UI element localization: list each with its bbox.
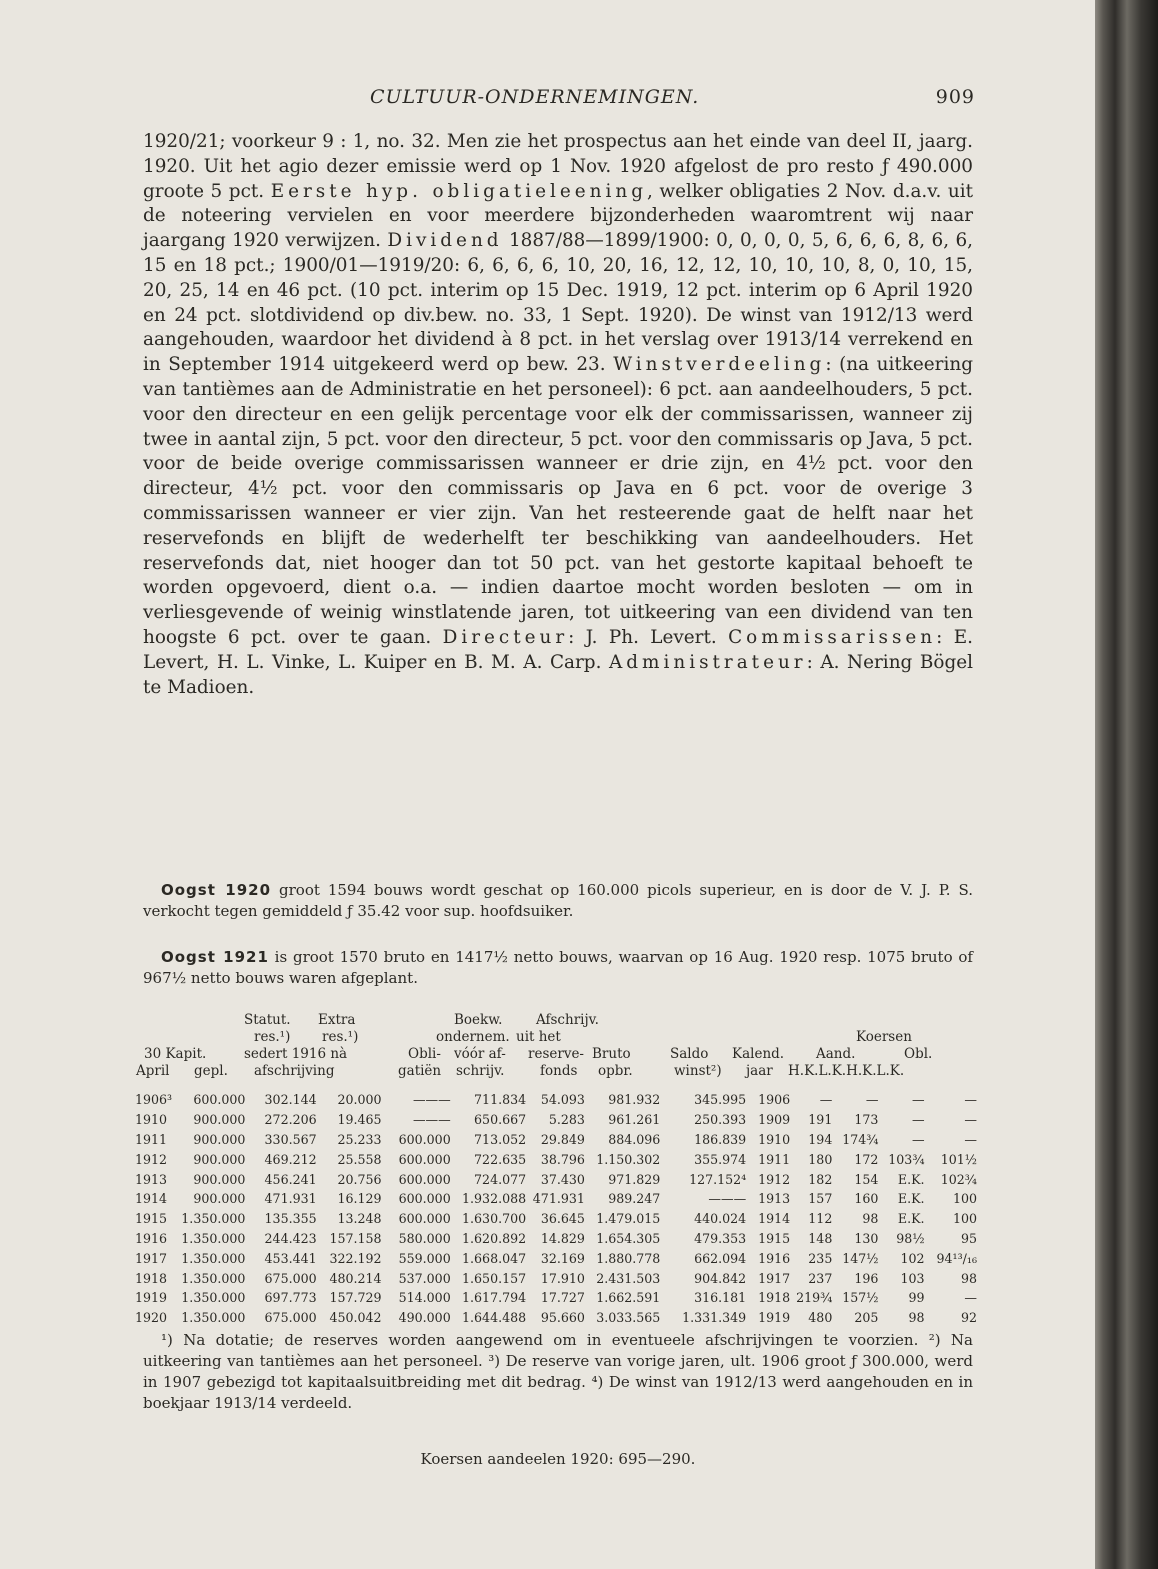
table-cell: 20.756 bbox=[337, 1171, 382, 1187]
table-cell: 127.152⁴ bbox=[689, 1171, 747, 1187]
table-cell: 1.654.305 bbox=[596, 1230, 661, 1246]
header-30kapit: 30 Kapit. bbox=[144, 1046, 207, 1062]
table-row bbox=[133, 1090, 979, 1110]
table-cell: 322.192 bbox=[329, 1250, 382, 1266]
table-cell: 13.248 bbox=[337, 1211, 382, 1227]
table-cell: 1917 bbox=[135, 1250, 168, 1266]
table-cell: 1906³ bbox=[135, 1092, 173, 1108]
table-cell: 101½ bbox=[940, 1151, 977, 1167]
table-cell: 1.350.000 bbox=[181, 1290, 246, 1306]
header-fonds: fonds bbox=[540, 1063, 578, 1079]
table-cell: 662.094 bbox=[694, 1250, 747, 1266]
table-cell: 36.645 bbox=[540, 1211, 585, 1227]
keyword-commissarissen: Commissarissen bbox=[728, 626, 937, 648]
table-cell: 900.000 bbox=[193, 1191, 246, 1207]
running-header bbox=[140, 86, 975, 114]
table-row bbox=[133, 1288, 979, 1308]
table-cell: 98½ bbox=[896, 1230, 925, 1246]
table-cell: 697.773 bbox=[264, 1290, 317, 1306]
page-number: 909 bbox=[935, 86, 975, 108]
table-cell: 1911 bbox=[135, 1131, 168, 1147]
table-row bbox=[133, 1130, 979, 1150]
table-cell: 19.465 bbox=[337, 1112, 382, 1128]
financial-table bbox=[133, 1090, 979, 1328]
oogst-1921-note bbox=[143, 947, 973, 989]
table-cell: 173 bbox=[854, 1112, 879, 1128]
table-cell: 94¹³/₁₆ bbox=[936, 1250, 977, 1266]
table-cell: 900.000 bbox=[193, 1171, 246, 1187]
table-cell: 130 bbox=[854, 1230, 879, 1246]
table-cell: 98 bbox=[862, 1211, 879, 1227]
table-cell: 1906 bbox=[758, 1092, 791, 1108]
table-cell: 1913 bbox=[758, 1191, 791, 1207]
header-res2: res.¹) bbox=[322, 1029, 359, 1045]
table-cell: ——— bbox=[708, 1191, 747, 1207]
table-cell: 490.000 bbox=[398, 1310, 451, 1326]
table-row bbox=[133, 1209, 979, 1229]
table-cell: 99 bbox=[908, 1290, 925, 1306]
table-cell: 205 bbox=[854, 1310, 879, 1326]
header-uithet: uit het bbox=[516, 1029, 561, 1045]
table-cell: E.K. bbox=[897, 1191, 925, 1207]
table-cell: 713.052 bbox=[474, 1131, 527, 1147]
table-cell: 20.000 bbox=[337, 1092, 382, 1108]
table-cell: 25.558 bbox=[337, 1151, 382, 1167]
table-cell: 98 bbox=[960, 1270, 977, 1286]
table-cell: 16.129 bbox=[337, 1191, 382, 1207]
header-opbr: opbr. bbox=[598, 1063, 633, 1079]
header-jaar: jaar bbox=[746, 1063, 773, 1079]
keyword-dividend: Dividend bbox=[387, 230, 503, 252]
table-cell: 1918 bbox=[135, 1270, 168, 1286]
table-cell: 345.995 bbox=[694, 1092, 747, 1108]
table-cell: 157.158 bbox=[329, 1230, 382, 1246]
table-cell: 884.096 bbox=[608, 1131, 661, 1147]
table-row bbox=[133, 1169, 979, 1189]
table-cell: 1.150.302 bbox=[596, 1151, 661, 1167]
table-cell: 580.000 bbox=[398, 1230, 451, 1246]
text-run: : (na uitkeering van tantièmes aan de Administratie en het personeel): 6 pct. aan aandeelhouders, 5 pct. voor den directeur en een gelijk percentage voor elk der commissarissen, wanneer zij twee in aantal zijn, 5 pct. voor den directeur, 5 pct. voor den commissaris op Java, 5 pct. voor de beide overige commissarissen wanneer er drie zijn, en 4½ pct. voor den directeur, 4½ pct. voor den commissaris op Java en 6 pct. voor de overige 3 commissarissen wanneer er vier zijn. Van het resteerende gaat de helft naar het reservefonds en blijft de wederhelft ter beschikking van aandeelhouders. Het reservefonds dat, niet hooger dan tot 50 pct. van het gestorte kapitaal behoeft te worden opgevoerd, dient o.a. — indien daartoe mocht worden besloten — om in verliesgevende of weinig winstlatende jaren, tot uitkeering van een dividend van ten hoogste 6 pct. over te gaan. bbox=[143, 354, 973, 648]
header-winst: winst²) bbox=[674, 1063, 722, 1079]
table-cell: 196 bbox=[854, 1270, 879, 1286]
table-cell: 100 bbox=[952, 1191, 977, 1207]
table-cell: 675.000 bbox=[264, 1270, 317, 1286]
header-schrijv: schrijv. bbox=[456, 1063, 505, 1079]
table-cell: 1.630.700 bbox=[462, 1211, 527, 1227]
koersen-footer: Koersen aandeelen 1920: 695—290. bbox=[420, 1450, 696, 1468]
table-cell: 1.350.000 bbox=[181, 1250, 246, 1266]
table-cell: 235 bbox=[808, 1250, 833, 1266]
header-bruto: Bruto bbox=[592, 1046, 631, 1062]
header-kalend: Kalend. bbox=[732, 1046, 785, 1062]
table-cell: 95 bbox=[960, 1230, 977, 1246]
header-april: April bbox=[136, 1063, 170, 1079]
table-cell: 900.000 bbox=[193, 1112, 246, 1128]
header-res1: res.¹) bbox=[254, 1029, 291, 1045]
table-cell: 1916 bbox=[758, 1250, 791, 1266]
table-cell: 302.144 bbox=[264, 1092, 317, 1108]
table-cell: ——— bbox=[412, 1112, 451, 1128]
table-cell: 1.350.000 bbox=[181, 1230, 246, 1246]
table-cell: 600.000 bbox=[398, 1151, 451, 1167]
table-cell: 102 bbox=[900, 1250, 925, 1266]
table-cell: 160 bbox=[854, 1191, 879, 1207]
table-cell: 135.355 bbox=[264, 1211, 317, 1227]
description-paragraph bbox=[143, 130, 973, 700]
table-cell: 157½ bbox=[842, 1290, 879, 1306]
header-reserve: reserve- bbox=[528, 1046, 584, 1062]
table-cell: 17.910 bbox=[540, 1270, 585, 1286]
table-cell: 17.727 bbox=[540, 1290, 585, 1306]
header-sedert: sedert 1916 nà bbox=[244, 1046, 348, 1062]
table-cell: 1917 bbox=[758, 1270, 791, 1286]
table-cell: 29.849 bbox=[540, 1131, 585, 1147]
table-row bbox=[133, 1110, 979, 1130]
table-cell: 711.834 bbox=[474, 1092, 527, 1108]
table-cell: 1.662.591 bbox=[596, 1290, 661, 1306]
table-cell: — bbox=[865, 1092, 879, 1108]
table-cell: 102¾ bbox=[940, 1171, 977, 1187]
table-cell: 1915 bbox=[758, 1230, 791, 1246]
table-cell: 559.000 bbox=[398, 1250, 451, 1266]
table-cell: 961.261 bbox=[608, 1112, 661, 1128]
table-cell: 1.650.157 bbox=[462, 1270, 527, 1286]
header-hkl: H.K.L.K.H.K.L.K. bbox=[788, 1063, 905, 1079]
table-cell: 1916 bbox=[135, 1230, 168, 1246]
table-cell: 95.660 bbox=[540, 1310, 585, 1326]
table-cell: 1.617.794 bbox=[462, 1290, 527, 1306]
table-cell: 244.423 bbox=[264, 1230, 317, 1246]
table-cell: 537.000 bbox=[398, 1270, 451, 1286]
table-cell: 1.350.000 bbox=[181, 1270, 246, 1286]
oogst-1921-text: is groot 1570 bruto en 1417½ netto bouws, waarvan op 16 Aug. 1920 resp. 1075 bruto of 967½ netto bouws waren afgeplant. bbox=[143, 948, 973, 987]
table-cell: 112 bbox=[808, 1211, 833, 1227]
table-cell: — bbox=[819, 1092, 833, 1108]
table-cell: 1.668.047 bbox=[462, 1250, 527, 1266]
table-cell: 724.077 bbox=[474, 1171, 527, 1187]
keyword-winstverdeeling: Winstverdeeling bbox=[613, 354, 826, 376]
header-voor: vóór af- bbox=[454, 1046, 506, 1062]
table-cell: 1.644.488 bbox=[462, 1310, 527, 1326]
table-cell: 650.667 bbox=[474, 1112, 527, 1128]
table-cell: 479.353 bbox=[694, 1230, 747, 1246]
table-cell: 469.212 bbox=[264, 1151, 317, 1167]
table-cell: 1918 bbox=[758, 1290, 791, 1306]
table-cell: 989.247 bbox=[608, 1191, 661, 1207]
table-cell: E.K. bbox=[897, 1211, 925, 1227]
table-header bbox=[136, 1012, 976, 1094]
table-cell: — bbox=[964, 1092, 977, 1108]
table-row bbox=[133, 1268, 979, 1288]
table-cell: — bbox=[964, 1131, 977, 1147]
table-cell: 1.880.778 bbox=[596, 1250, 661, 1266]
table-cell: 1912 bbox=[135, 1151, 168, 1167]
table-cell: 1.479.015 bbox=[596, 1211, 661, 1227]
table-cell: 147½ bbox=[842, 1250, 879, 1266]
table-cell: 194 bbox=[808, 1131, 833, 1147]
header-gepl: gepl. bbox=[194, 1063, 228, 1079]
table-cell: ——— bbox=[412, 1092, 451, 1108]
table-cell: 180 bbox=[808, 1151, 833, 1167]
oogst-1920-note bbox=[143, 880, 973, 922]
table-cell: 456.241 bbox=[264, 1171, 317, 1187]
table-cell: 471.931 bbox=[264, 1191, 317, 1207]
table-cell: 1913 bbox=[135, 1171, 168, 1187]
table-cell: 722.635 bbox=[474, 1151, 527, 1167]
table-cell: 1914 bbox=[135, 1191, 168, 1207]
footnotes bbox=[143, 1330, 973, 1414]
text-run: : A. Nering Bögel te Madioen. bbox=[143, 651, 973, 698]
table-cell: 92 bbox=[960, 1310, 977, 1326]
table-cell: 480.214 bbox=[329, 1270, 382, 1286]
oogst-1920-paragraph bbox=[143, 880, 973, 922]
table-row bbox=[133, 1248, 979, 1268]
table-cell: 2.431.503 bbox=[596, 1270, 661, 1286]
table-row bbox=[133, 1149, 979, 1169]
table-cell: 37.430 bbox=[540, 1171, 585, 1187]
table-cell: — bbox=[911, 1092, 925, 1108]
table-cell: 182 bbox=[808, 1171, 833, 1187]
header-extra: Extra bbox=[318, 1012, 356, 1028]
table-cell: 1.350.000 bbox=[181, 1310, 246, 1326]
text-run: 1887/88—1899/1900: 0, 0, 0, 0, 5, 6, 6, 6, 8, 6, 6, 15 en 18 pct.; 1900/01—1919/20: 6, 6, 6, 6, 10, 20, 16, 12, 12, 10, 10, 10, 8, 0, 10, 15, 20, 25, 14 en 46 pct. (10 pct. interim op 15 Dec. 1919, 12 pct. interim op 6 April 1920 en 24 pct. slotdividend op div.bew. no. 33, 1 Sept. 1920). De winst van 1912/13 werd aangehouden, waardoor het dividend à 8 pct. in het verslag over 1913/14 verrekend en in September 1914 uitgekeerd werd op bew. 23. bbox=[143, 230, 973, 376]
table-cell: 900.000 bbox=[193, 1131, 246, 1147]
table-cell: 981.932 bbox=[608, 1092, 661, 1108]
keyword-administrateur: Administrateur bbox=[609, 651, 807, 673]
text-run: 1920/21; voorkeur 9 : 1, no. 32. Men zie het prospectus aan het einde van deel II, jaarg. 1920. Uit het agio dezer emissie werd op 1 Nov. 1920 afgelost de pro resto ƒ 490.000 groote 5 pct. bbox=[143, 131, 973, 202]
table-cell: 316.181 bbox=[694, 1290, 747, 1306]
table-cell: 440.024 bbox=[694, 1211, 747, 1227]
company-description bbox=[143, 130, 973, 700]
table-cell: 600.000 bbox=[398, 1171, 451, 1187]
table-cell: 1910 bbox=[758, 1131, 791, 1147]
table-cell: 600.000 bbox=[398, 1191, 451, 1207]
table-cell: 1.331.349 bbox=[682, 1310, 747, 1326]
table-cell: 237 bbox=[808, 1270, 833, 1286]
table-cell: 1.350.000 bbox=[181, 1211, 246, 1227]
table-cell: 3.033.565 bbox=[596, 1310, 661, 1326]
header-afschrijving: afschrijving bbox=[254, 1063, 335, 1079]
table-cell: 103 bbox=[900, 1270, 925, 1286]
header-obl: Obl. bbox=[904, 1046, 933, 1062]
table-cell: 1.932.088 bbox=[462, 1191, 527, 1207]
text-run: : E. Levert, H. L. Vinke, L. Kuiper en B. M. A. Carp. bbox=[143, 626, 973, 673]
table-row bbox=[133, 1308, 979, 1328]
text-run: , welker obligaties 2 Nov. d.a.v. uit de noteering vervielen en voor meerdere bijzonderheden waaromtrent wij naar jaargang 1920 verwijzen. bbox=[143, 180, 973, 252]
table-cell: 600.000 bbox=[398, 1131, 451, 1147]
table-cell: 148 bbox=[808, 1230, 833, 1246]
table-cell: — bbox=[911, 1112, 925, 1128]
table-cell: 480 bbox=[808, 1310, 833, 1326]
table-cell: 675.000 bbox=[264, 1310, 317, 1326]
table-cell: 186.839 bbox=[694, 1131, 747, 1147]
table-cell: 191 bbox=[808, 1112, 833, 1128]
table-cell: 1920 bbox=[135, 1310, 168, 1326]
header-ondernem: ondernem. bbox=[436, 1029, 510, 1045]
table-cell: 453.441 bbox=[264, 1250, 317, 1266]
table-cell: 25.233 bbox=[337, 1131, 382, 1147]
table-cell: 1.620.892 bbox=[462, 1230, 527, 1246]
header-koersen: Koersen bbox=[856, 1029, 912, 1045]
table-cell: — bbox=[964, 1290, 977, 1306]
table-cell: — bbox=[911, 1131, 925, 1147]
table-cell: 5.283 bbox=[548, 1112, 585, 1128]
table-cell: 154 bbox=[854, 1171, 879, 1187]
header-aand: Aand. bbox=[816, 1046, 856, 1062]
table-cell: 38.796 bbox=[540, 1151, 585, 1167]
table-cell: 900.000 bbox=[193, 1151, 246, 1167]
table-cell: 174¾ bbox=[842, 1131, 879, 1147]
table-cell: 330.567 bbox=[264, 1131, 317, 1147]
header-afschrijv: Afschrijv. bbox=[536, 1012, 599, 1028]
table-cell: 98 bbox=[908, 1310, 925, 1326]
table-cell: 1911 bbox=[758, 1151, 791, 1167]
table-cell: 100 bbox=[952, 1211, 977, 1227]
table-cell: 1919 bbox=[135, 1290, 168, 1306]
table-row bbox=[133, 1189, 979, 1209]
table-cell: 157.729 bbox=[329, 1290, 382, 1306]
header-statut: Statut. bbox=[244, 1012, 291, 1028]
header-gatien: gatiën bbox=[398, 1063, 442, 1079]
table-cell: 103¾ bbox=[888, 1151, 925, 1167]
table-cell: 600.000 bbox=[398, 1211, 451, 1227]
table-cell: E.K. bbox=[897, 1171, 925, 1187]
table-cell: 450.042 bbox=[329, 1310, 382, 1326]
header-boekw: Boekw. bbox=[454, 1012, 503, 1028]
table-cell: 471.931 bbox=[532, 1191, 585, 1207]
table-cell: 250.393 bbox=[694, 1112, 747, 1128]
table-row bbox=[133, 1229, 979, 1249]
table-cell: 1912 bbox=[758, 1171, 791, 1187]
table-cell: 1910 bbox=[135, 1112, 168, 1128]
text-run: : J. Ph. Levert. bbox=[568, 626, 729, 648]
table-cell: — bbox=[964, 1112, 977, 1128]
table-cell: 1915 bbox=[135, 1211, 168, 1227]
table-cell: 1914 bbox=[758, 1211, 791, 1227]
oogst-1921-label: Oogst 1921 bbox=[161, 948, 269, 966]
table-cell: 1909 bbox=[758, 1112, 791, 1128]
table-cell: 272.206 bbox=[264, 1112, 317, 1128]
oogst-1921-paragraph bbox=[143, 947, 973, 989]
table-cell: 157 bbox=[808, 1191, 833, 1207]
table-cell: 54.093 bbox=[540, 1092, 585, 1108]
table-cell: 1919 bbox=[758, 1310, 791, 1326]
oogst-1920-text: groot 1594 bouws wordt geschat op 160.000 picols superieur, en is door de V. J. P. S. verkocht tegen gemiddeld ƒ 35.42 voor sup. hoofdsuiker. bbox=[143, 881, 973, 920]
table-cell: 355.974 bbox=[694, 1151, 747, 1167]
table-cell: 904.842 bbox=[694, 1270, 747, 1286]
table-cell: 172 bbox=[854, 1151, 879, 1167]
table-cell: 14.829 bbox=[540, 1230, 585, 1246]
table-cell: 600.000 bbox=[193, 1092, 246, 1108]
keyword-obligatieleening: Eerste hyp. obligatieleening bbox=[270, 180, 647, 202]
table-cell: 219¾ bbox=[796, 1290, 833, 1306]
book-spine bbox=[1095, 0, 1158, 1569]
table-cell: 32.169 bbox=[540, 1250, 585, 1266]
oogst-1920-label: Oogst 1920 bbox=[161, 881, 272, 899]
table-cell: 514.000 bbox=[398, 1290, 451, 1306]
header-obli: Obli- bbox=[408, 1046, 441, 1062]
header-saldo: Saldo bbox=[670, 1046, 709, 1062]
running-title: CULTUUR-ONDERNEMINGEN. bbox=[370, 86, 700, 108]
keyword-directeur: Directeur bbox=[442, 626, 569, 648]
footnotes-paragraph: ¹) Na dotatie; de reserves worden aangewend om in eventueele afschrijvingen te voorzien. ²) Na uitkeering van tantièmes aan het personeel. ³) De reserve van vorige jaren, ult. 1906 groot ƒ 300.000, werd in 1907 gebezigd tot kapitaalsuitbreiding met dit bedrag. ⁴) De winst van 1912/13 werd aangehouden en in boekjaar 1913/14 verdeeld. bbox=[143, 1331, 973, 1412]
table-cell: 971.829 bbox=[608, 1171, 661, 1187]
